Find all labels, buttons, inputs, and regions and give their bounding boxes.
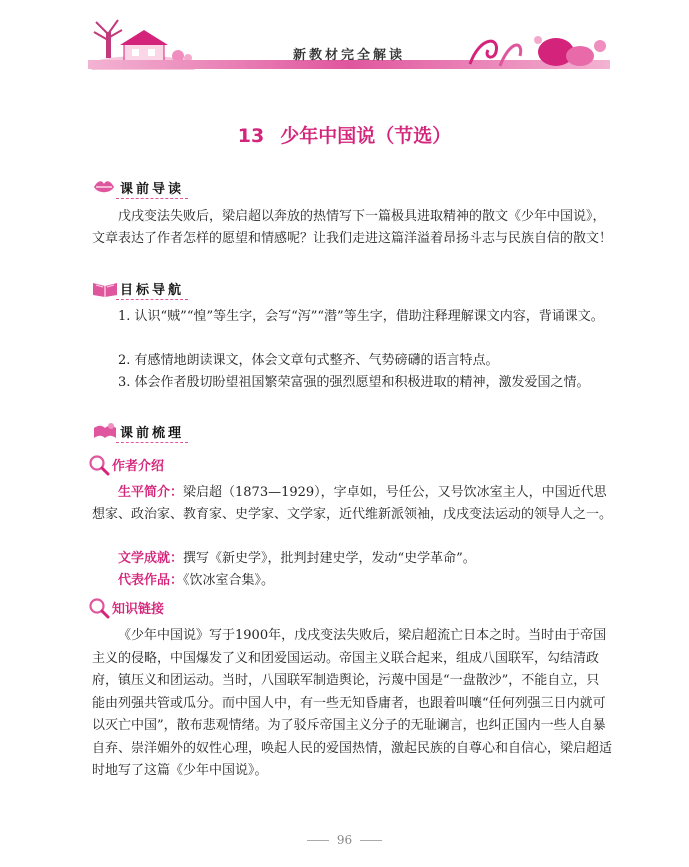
author-heading-label: 作者介绍: [112, 459, 165, 474]
knowledge-heading-label: 知识链接: [112, 602, 165, 617]
section-intro-label: 课前导读: [120, 182, 185, 197]
section-divider: [116, 198, 188, 200]
swirl-decoration: [460, 26, 610, 70]
page-header: [88, 18, 610, 80]
magnifier-icon: [88, 597, 110, 619]
life-key: 生平简介：: [118, 485, 184, 500]
intro-paragraph: 戊戌变法失败后，梁启超以奔放的热情写下一篇极具进取精神的散文《少年中国说》，文章表达了作者怎样的愿望和情感呢？让我们走进这篇洋溢着昂扬斗志与民族自信的散文！: [92, 209, 613, 246]
open-book-icon: [92, 422, 118, 440]
section-review-label: 课前梳理: [120, 426, 185, 441]
section-divider: [116, 442, 188, 444]
book-title: 新教材完全解读: [292, 48, 405, 63]
knowledge-paragraph: 《少年中国说》写于1900年，戊戌变法失败后，梁启超流亡日本之时。当时由于帝国主义的侵略，中国爆发了义和团爱国运动。帝国主义联合起来，组成八国联军，勾结清政府，镇压义和团运动。当时，八国联军制造舆论，污蔑中国是“一盘散沙”，不能自立，只能由列强共管或瓜分。而中国人中，有一些无知昏庸者，也跟着叫嚷“任何列强三日内就可以灭亡中国”，散布悲观情绪。为了驳斥帝国主义分子的无耻谰言，也纠正国内一些人自暴自弃、崇洋媚外的奴性心理，唤起人民的爱国热情，激起民族的自尊心和自信心，梁启超适时地写了这篇《少年中国说》。: [92, 628, 613, 778]
page-footer: [0, 833, 689, 847]
chapter-title: [0, 121, 689, 148]
achieve-text: 撰写《新史学》，批判封建史学，发动“史学革命”。: [183, 551, 476, 566]
footer-dash: [307, 840, 329, 841]
works-key: 代表作品：: [118, 573, 184, 588]
author-achievement: [92, 548, 612, 570]
goal-item: 1. 认识“贼”“惶”等生字，会写“泻”“潜”等生字，借助注释理解课文内容，背诵课文。: [118, 309, 604, 324]
author-works: [92, 570, 612, 592]
section-divider: [116, 299, 188, 301]
author-life: [92, 482, 612, 526]
goal-item: 3. 体会作者殷切盼望祖国繁荣富强的强烈愿望和积极进取的精神，激发爱国之情。: [118, 375, 590, 390]
chapter-name: 少年中国说（节选）: [280, 125, 452, 147]
book-icon: [92, 279, 118, 297]
goal-item: 2. 有感情地朗读课文，体会文章句式整齐、气势磅礴的语言特点。: [118, 353, 499, 368]
section-goals-label: 目标导航: [120, 283, 185, 298]
footer-dash: [360, 840, 382, 841]
lips-icon: [92, 178, 116, 196]
magnifier-icon: [88, 454, 110, 476]
page-number: 96: [336, 833, 353, 847]
works-text: 《饮冰室合集》。: [183, 573, 275, 588]
life-text: 梁启超（1873—1929），字卓如，号任公，又号饮冰室主人，中国近代思想家、政治家、教育家、史学家、文学家，近代维新派领袖，戊戌变法运动的领导人之一。: [92, 485, 613, 522]
achieve-key: 文学成就：: [118, 551, 184, 566]
chapter-number: 13: [237, 125, 265, 147]
